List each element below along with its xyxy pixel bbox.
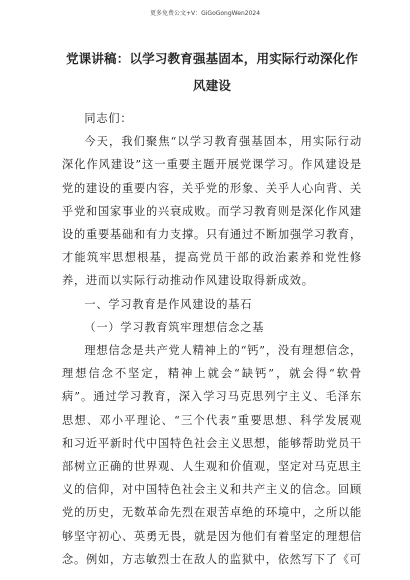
subsection-heading-1: （一）学习教育筑牢理想信念之基 xyxy=(84,320,265,334)
subsection-body-1: 理想信念是共产党人精神上的“钙”，没有理想信念，理想信念不坚定，精神上就会“缺钙”，就会得“软骨病”。通过学习教育，深入学习马克思列宁主义、毛泽东思想、邓小平理论、“三个代表”重要思想、科学发展观和习近平新时代中国特色社会主义思想，能够帮助党员干部树立正确的世界观、人生观和价值观，坚定对马克思主义的信仰，对中国特色社会主义和共产主义的信念。回顾党的历史，无数革命先烈在艰苦卓绝的环境中，之所以能够坚守初心、英勇无畏，就是因为他们有着坚定的理想信念。例如，方志敏烈士在敌人的监狱中，依然写下了《可 xyxy=(62,344,362,566)
document-title: 党课讲稿：以学习教育强基固本，用实际行动深化作风建设 xyxy=(65,51,359,93)
section-heading-1: 一、学习教育是作风建设的基石 xyxy=(84,297,253,311)
header-note: 更多免费公文+V：GiGoGongWen2024 xyxy=(149,10,261,17)
intro-paragraph: 今天，我们聚焦“以学习教育强基固本，用实际行动深化作风建设”这一重要主题开展党课学习。作风建设是党的建设的重要内容，关乎党的形象、关乎人心向背、关乎党和国家事业的兴衰成败。而学习教育则是深化作风建设的重要基础和有力支撑。只有通过不断加强学习教育，才能筑牢思想根基，提高党员干部的政治素养和党性修养，进而以实际行动推动作风建设取得新成效。 xyxy=(62,135,362,288)
document-page xyxy=(62,45,362,571)
greeting: 同志们： xyxy=(84,112,133,125)
